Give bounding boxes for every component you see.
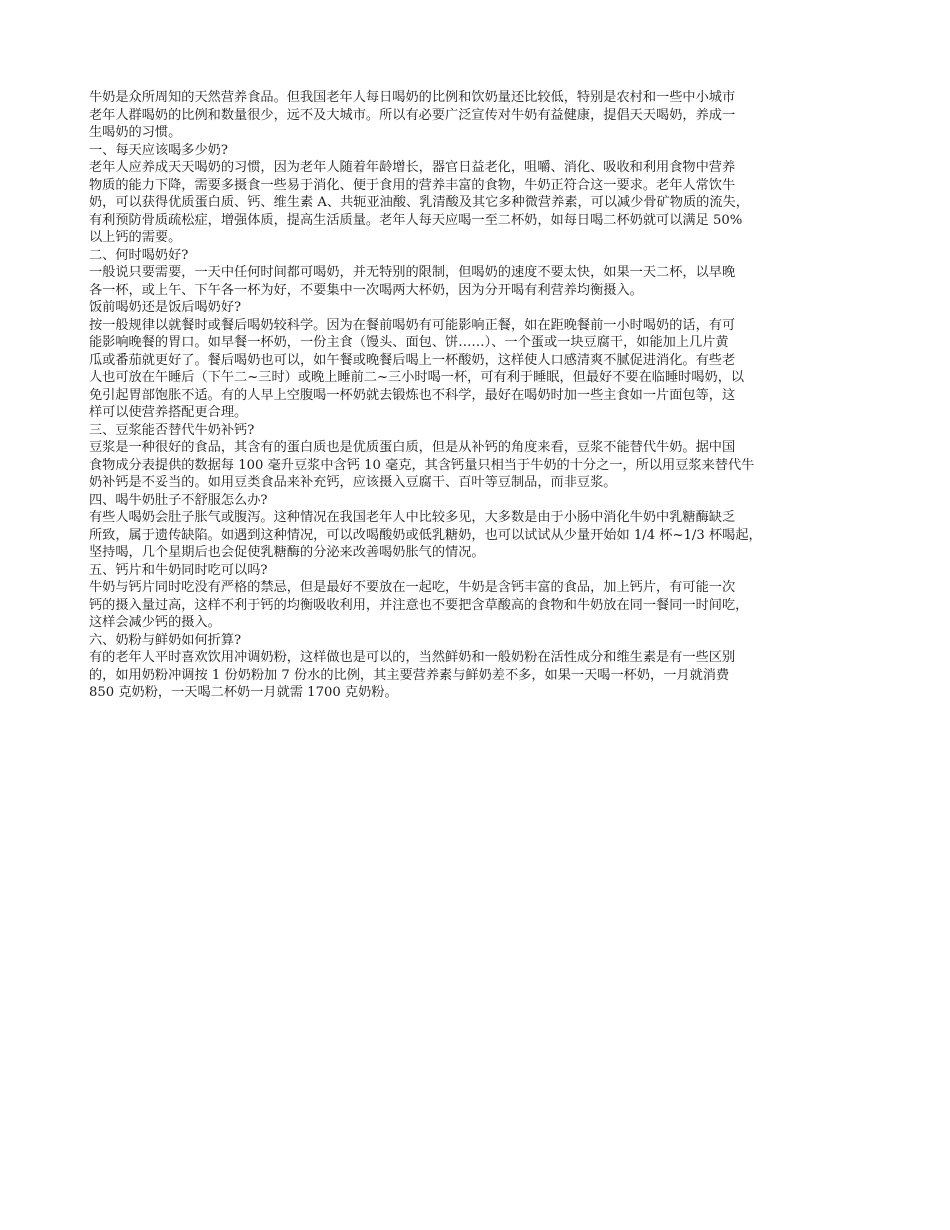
text-line: 人也可放在午睡后（下午二~三时）或晚上睡前二~三小时喝一杯，可有利于睡眠，但最好不要在临睡时喝奶，以 xyxy=(89,370,745,385)
section-heading: 四、喝牛奶肚子不舒服怎么办? xyxy=(89,492,268,508)
text-line: 样可以使营养搭配更合理。 xyxy=(89,405,248,420)
text-line: 牛奶是众所周知的天然营养食品。但我国老年人每日喝奶的比例和饮奶量还比较低，特别是农村和一些中小城市 xyxy=(89,90,736,105)
text-line: 豆浆是一种很好的食品，其含有的蛋白质也是优质蛋白质，但是从补钙的角度来看，豆浆不能替代牛奶。据中国 xyxy=(89,440,736,455)
text-line: 钙的摄入量过高，这样不利于钙的均衡吸收利用，并注意也不要把含草酸高的食物和牛奶放在同一餐同一时间吃， xyxy=(89,597,749,613)
text-line: 生喝奶的习惯。 xyxy=(89,125,182,140)
text-line: 瓜或番茄就更好了。餐后喝奶也可以，如午餐或晚餐后喝上一杯酸奶，这样使人口感清爽不腻促进消化。有些老 xyxy=(89,352,736,368)
text-line: 奶补钙是不妥当的。如用豆类食品来补充钙，应该摄入豆腐干、百叶等豆制品，而非豆浆。 xyxy=(89,475,617,490)
text-line: 850 克奶粉，一天喝二杯奶一月就需 1700 克奶粉。 xyxy=(89,685,398,700)
text-line: 这样会减少钙的摄入。 xyxy=(89,615,221,630)
text-line: 免引起胃部饱胀不适。有的人早上空腹喝一杯奶就去锻炼也不科学，最好在喝奶时加一些主食如一片面包等，这 xyxy=(89,387,736,403)
text-line: 按一般规律以就餐时或餐后喝奶较科学。因为在餐前喝奶有可能影响正餐，如在距晚餐前一小时喝奶的话，有可 xyxy=(89,317,736,333)
text-line: 能影响晚餐的胃口。如早餐一杯奶，一份主食（馒头、面包、饼……）、一个蛋或一块豆腐干，如能加上几片黄 xyxy=(89,335,729,350)
text-line: 所致，属于遗传缺陷。如遇到这种情况，可以改喝酸奶或低乳糖奶，也可以试试从少量开始如 1/4 杯~1/3 杯喝起， xyxy=(89,527,762,543)
text-line: 一般说只要需要，一天中任何时间都可喝奶，并无特别的限制，但喝奶的速度不要太快，如果一天二杯，以早晚 xyxy=(89,265,736,280)
text-line: 有的老年人平时喜欢饮用冲调奶粉，这样做也是可以的，当然鲜奶和一般奶粉在活性成分和维生素是有一些区别 xyxy=(89,650,736,665)
text-line: 坚持喝，几个星期后也会促使乳糖酶的分泌来改善喝奶胀气的情况。 xyxy=(89,545,485,560)
section-heading: 饭前喝奶还是饭后喝奶好? xyxy=(89,300,242,315)
text-line: 牛奶与钙片同时吃没有严格的禁忌，但是最好不要放在一起吃，牛奶是含钙丰富的食品，加上钙片，有可能一次 xyxy=(89,580,736,595)
section-heading: 五、钙片和牛奶同时吃可以吗? xyxy=(89,562,268,578)
text-line: 食物成分表提供的数据每 100 毫升豆浆中含钙 10 毫克，其含钙量只相当于牛奶的十分之一，所以用豆浆来替代牛 xyxy=(89,457,755,473)
text-line: 以上钙的需要。 xyxy=(89,230,182,245)
text-line: 有些人喝奶会肚子胀气或腹泻。这种情况在我国老年人中比较多见，大多数是由于小肠中消化牛奶中乳糖酶缺乏 xyxy=(89,510,736,525)
section-heading: 二、何时喝奶好? xyxy=(89,247,189,263)
text-line: 的，如用奶粉冲调按 1 份奶粉加 7 份水的比例，其主要营养素与鲜奶差不多，如果一天喝一杯奶，一月就消费 xyxy=(89,667,730,683)
text-line: 有利预防骨质疏松症，增强体质，提高生活质量。老年人每天应喝一至二杯奶，如每日喝二杯奶就可以满足 50% xyxy=(89,212,743,228)
text-line: 老年人群喝奶的比例和数量很少，远不及大城市。所以有必要广泛宣传对牛奶有益健康，提倡天天喝奶，养成一 xyxy=(89,107,736,123)
text-line: 奶，可以获得优质蛋白质、钙、维生素 A、共轭亚油酸、乳清酸及其它多种微营养素，可以减少骨矿物质的流失， xyxy=(89,195,749,210)
text-line: 老年人应养成天天喝奶的习惯，因为老年人随着年龄增长，器官日益老化，咀嚼、消化、吸收和利用食物中营养 xyxy=(89,160,736,175)
text-line: 物质的能力下降，需要多摄食一些易于消化、便于食用的营养丰富的食物，牛奶正符合这一要求。老年人常饮牛 xyxy=(89,177,736,193)
document-body xyxy=(89,89,869,702)
section-heading: 六、奶粉与鲜奶如何折算? xyxy=(89,632,242,648)
section-heading: 三、豆浆能否替代牛奶补钙? xyxy=(89,422,255,438)
text-line: 各一杯，或上午、下午各一杯为好，不要集中一次喝两大杯奶，因为分开喝有利营养均衡摄入。 xyxy=(89,282,643,298)
section-heading: 一、每天应该喝多少奶? xyxy=(89,142,228,158)
